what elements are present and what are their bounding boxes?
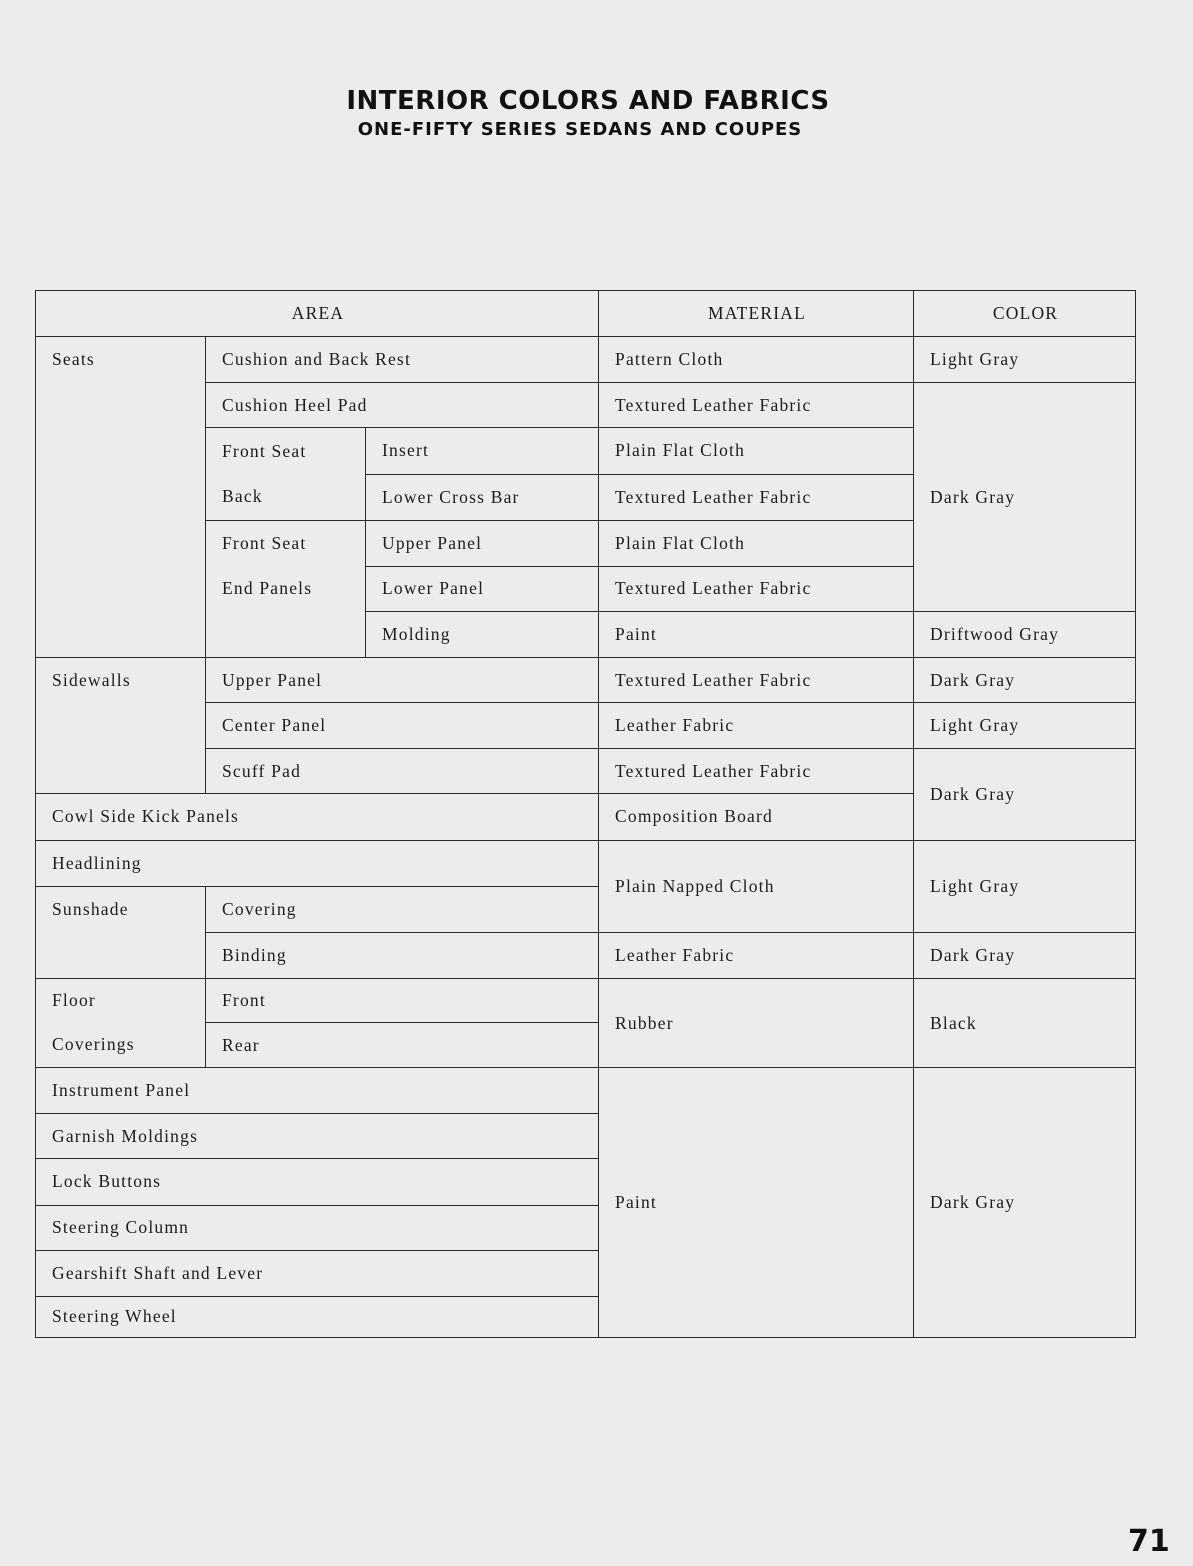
area-front-seat-end-line1: Front Seat (206, 520, 366, 566)
area-front: Front (206, 978, 599, 1022)
material-cell: Composition Board (599, 794, 914, 840)
color-cell: Dark Gray (914, 932, 1136, 978)
area-lower-panel: Lower Panel (366, 566, 599, 611)
table-row (36, 658, 1136, 703)
color-cell: Light Gray (914, 840, 1136, 932)
area-upper-panel: Upper Panel (366, 520, 599, 566)
color-cell: Light Gray (914, 703, 1136, 749)
page-number: 71 (1128, 1524, 1170, 1559)
color-cell: Dark Gray (914, 1068, 1136, 1338)
material-cell: Textured Leather Fabric (599, 474, 914, 520)
material-cell: Leather Fabric (599, 703, 914, 749)
area-covering: Covering (206, 886, 599, 932)
area-insert: Insert (366, 428, 599, 474)
table-row (36, 337, 1136, 383)
area-gearshift: Gearshift Shaft and Lever (36, 1250, 599, 1296)
area-binding: Binding (206, 932, 599, 978)
area-lower-cross-bar: Lower Cross Bar (366, 474, 599, 520)
material-cell: Rubber (599, 978, 914, 1067)
material-cell: Paint (599, 1068, 914, 1338)
area-steering-wheel: Steering Wheel (36, 1296, 599, 1337)
area-front-seat-back-line1: Front Seat (206, 428, 366, 474)
color-cell: Dark Gray (914, 749, 1136, 840)
area-rear: Rear (206, 1023, 599, 1068)
area-scuff-pad: Scuff Pad (206, 749, 599, 794)
color-cell: Driftwood Gray (914, 611, 1136, 657)
header-material: MATERIAL (599, 291, 914, 337)
material-cell: Textured Leather Fabric (599, 749, 914, 794)
area-headlining: Headlining (36, 840, 599, 886)
material-cell: Plain Napped Cloth (599, 840, 914, 932)
area-molding: Molding (366, 611, 599, 657)
header-area: AREA (36, 291, 599, 337)
area-front-seat-back-line2: Back (206, 474, 366, 520)
area-cushion-heel-pad: Cushion Heel Pad (206, 383, 599, 428)
area-front-seat-end-blank (206, 611, 366, 657)
area-sidewall-upper-panel: Upper Panel (206, 658, 599, 703)
area-cowl-side: Cowl Side Kick Panels (36, 794, 599, 840)
area-sunshade: Sunshade (36, 886, 206, 978)
material-cell: Plain Flat Cloth (599, 428, 914, 474)
color-cell: Dark Gray (914, 658, 1136, 703)
area-sidewalls: Sidewalls (36, 658, 206, 794)
material-cell: Paint (599, 611, 914, 657)
area-seats: Seats (36, 337, 206, 658)
header-color: COLOR (914, 291, 1136, 337)
material-cell: Textured Leather Fabric (599, 658, 914, 703)
color-cell: Light Gray (914, 337, 1136, 383)
area-garnish-moldings: Garnish Moldings (36, 1114, 599, 1159)
material-cell: Pattern Cloth (599, 337, 914, 383)
interior-colors-table (35, 290, 1136, 1338)
area-center-panel: Center Panel (206, 703, 599, 749)
table-row (36, 840, 1136, 886)
table-header-row (36, 291, 1136, 337)
material-cell: Textured Leather Fabric (599, 383, 914, 428)
color-cell: Black (914, 978, 1136, 1067)
table-row (36, 978, 1136, 1022)
area-lock-buttons: Lock Buttons (36, 1159, 599, 1205)
area-instrument-panel: Instrument Panel (36, 1068, 599, 1114)
area-floor-line1: Floor (36, 978, 206, 1022)
area-front-seat-end-line2: End Panels (206, 566, 366, 611)
material-cell: Leather Fabric (599, 932, 914, 978)
page-title: INTERIOR COLORS AND FABRICS (346, 86, 830, 116)
material-cell: Plain Flat Cloth (599, 520, 914, 566)
color-cell: Dark Gray (914, 383, 1136, 612)
area-floor-line2: Coverings (36, 1023, 206, 1068)
table-row (36, 1068, 1136, 1114)
material-cell: Textured Leather Fabric (599, 566, 914, 611)
area-steering-column: Steering Column (36, 1205, 599, 1250)
area-cushion-back-rest: Cushion and Back Rest (206, 337, 599, 383)
page-subtitle: ONE-FIFTY SERIES SEDANS AND COUPES (357, 119, 803, 140)
